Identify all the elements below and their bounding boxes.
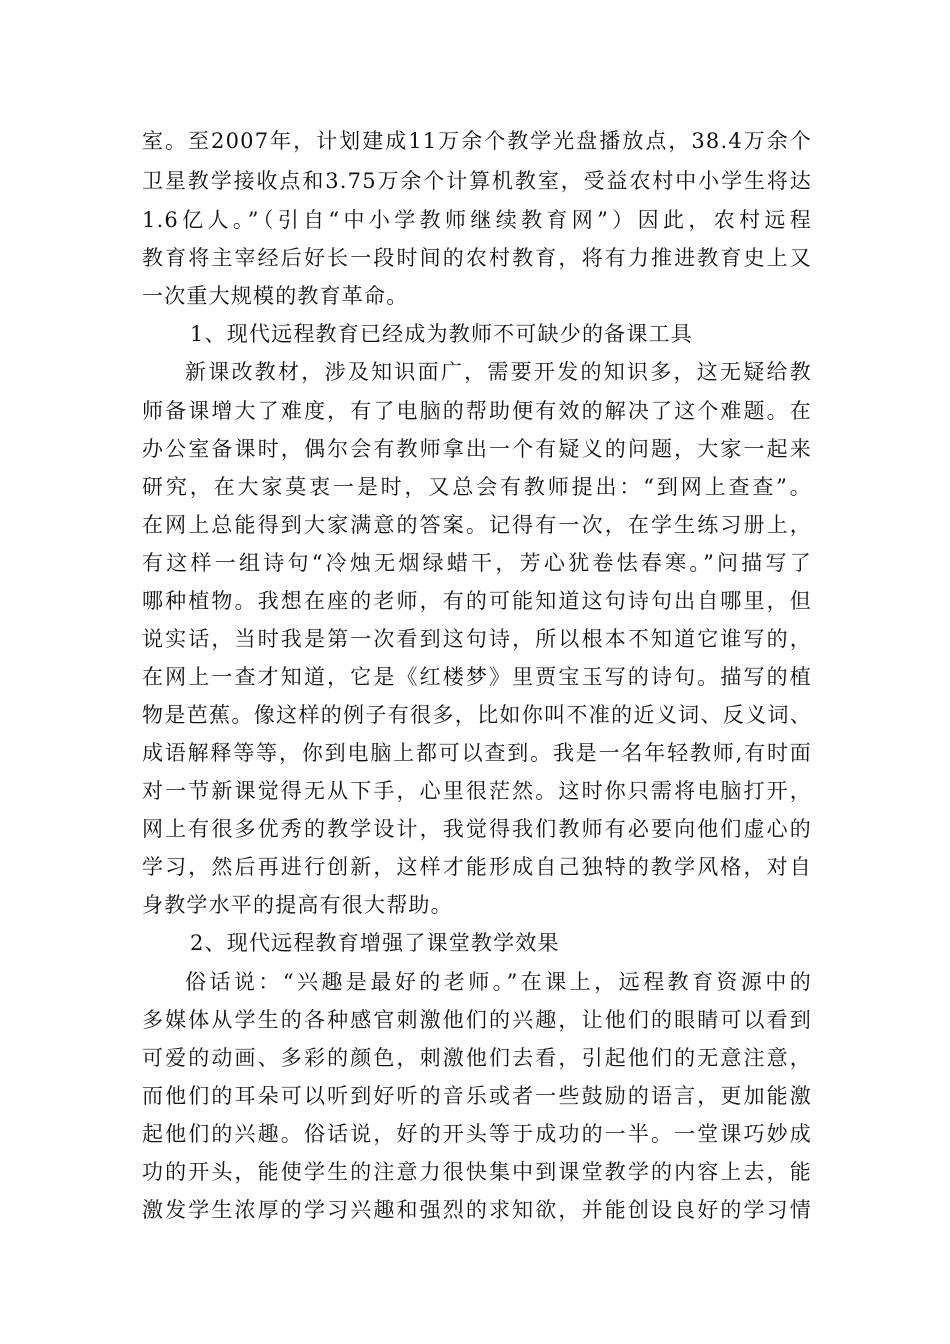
text-line: 师备课增大了难度，有了电脑的帮助便有效的解决了这个难题。在 [142, 399, 812, 423]
text-line: 教育将主宰经后好长一段时间的农村教育，将有力推进教育史上又 [142, 246, 812, 270]
text-line: 在网上一查才知道，它是《红楼梦》里贾宝玉写的诗句。描写的植 [142, 665, 812, 689]
section-heading-2: 2、现代远程教育增强了课堂教学效果 [190, 931, 560, 955]
text-line: 学习，然后再进行创新，这样才能形成自己独特的教学风格，对自 [142, 855, 812, 879]
text-line: 研究，在大家莫衷一是时，又总会有教师提出：“到网上查查”。 [142, 475, 812, 499]
text-line: 一次重大规模的教育革命。 [142, 284, 409, 308]
text-line: 多媒体从学生的各种感官刺激他们的兴趣，让他们的眼睛可以看到 [142, 1008, 812, 1032]
text-line: 网上有很多优秀的教学设计，我觉得我们教师有必要向他们虚心的 [142, 817, 812, 841]
text-line: 可爱的动画、多彩的颜色，刺激他们去看，引起他们的无意注意， [142, 1046, 812, 1070]
text-line: 在网上总能得到大家满意的答案。记得有一次，在学生练习册上， [142, 513, 812, 537]
text-line: 哪种植物。我想在座的老师，有的可能知道这句诗句出自哪里，但 [142, 589, 812, 613]
text-line: 功的开头，能使学生的注意力很快集中到课堂教学的内容上去，能 [142, 1160, 812, 1184]
paragraph-first-line: 俗话说：“兴趣是最好的老师。”在课上，远程教育资源中的 [185, 970, 812, 994]
text-line: 成语解释等等，你到电脑上都可以查到。我是一名年轻教师,有时面 [142, 741, 812, 765]
text-line: 物是芭蕉。像这样的例子有很多，比如你叫不准的近义词、反义词、 [142, 703, 812, 727]
text-line: 办公室备课时，偶尔会有教师拿出一个有疑义的问题，大家一起来 [142, 437, 812, 461]
section-heading-1: 1、现代远程教育已经成为教师不可缺少的备课工具 [190, 322, 693, 346]
text-line: 对一节新课觉得无从下手，心里很茫然。这时你只需将电脑打开， [142, 779, 812, 803]
text-line: 而他们的耳朵可以听到好听的音乐或者一些鼓励的语言，更加能激 [142, 1084, 812, 1108]
text-line: 有这样一组诗句“冷烛无烟绿蜡干，芳心犹卷怯春寒。”问描写了 [142, 551, 812, 575]
text-line: 1.6亿人。”（引自“中小学教师继续教育网”）因此，农村远程 [142, 208, 812, 232]
text-line: 说实话，当时我是第一次看到这句诗，所以根本不知道它谁写的， [142, 627, 812, 651]
text-line: 起他们的兴趣。俗话说，好的开头等于成功的一半。一堂课巧妙成 [142, 1122, 812, 1146]
text-line: 室。至2007年，计划建成11万余个教学光盘播放点，38.4万余个 [142, 129, 812, 153]
text-line: 卫星教学接收点和3.75万余个计算机教室，受益农村中小学生将达 [142, 169, 812, 193]
paragraph-first-line: 新课改教材，涉及知识面广，需要开发的知识多，这无疑给教 [185, 360, 812, 384]
text-line: 身教学水平的提高有很大帮助。 [142, 893, 453, 917]
text-line: 激发学生浓厚的学习兴趣和强烈的求知欲，并能创设良好的学习情 [142, 1198, 812, 1222]
